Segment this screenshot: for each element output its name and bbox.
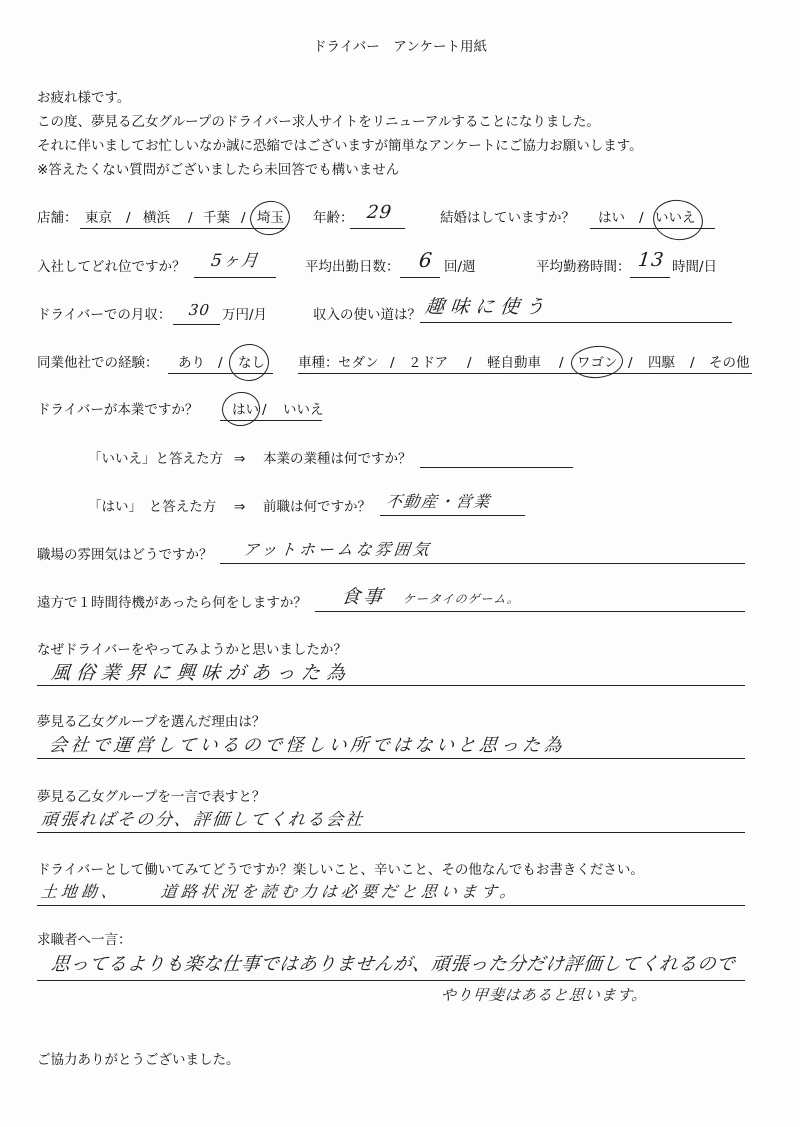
car-option-sedan: セダン — [338, 355, 379, 371]
car-option-4wd: 四駆 — [648, 355, 675, 371]
message-answer-line — [37, 980, 745, 981]
income-underline — [173, 324, 220, 325]
married-option-no: いいえ — [655, 210, 696, 226]
impression-answer-line — [37, 905, 745, 906]
work-days-label: 平均出勤日数： — [305, 259, 400, 275]
car-type-label: 車種： — [298, 355, 339, 371]
work-days-underline — [400, 277, 440, 278]
option-separator: / — [241, 210, 246, 226]
income-answer: 30 — [187, 301, 211, 319]
work-hours-label: 平均勤務時間： — [536, 259, 631, 275]
if-no-question: 本業の業種は何ですか？ — [263, 451, 412, 467]
married-option-yes: はい — [598, 210, 625, 226]
age-answer: 29 — [365, 202, 394, 223]
one-word-answer-line — [37, 832, 745, 833]
if-yes-underline — [380, 515, 525, 516]
age-label: 年齢： — [313, 210, 354, 226]
option-separator: / — [126, 210, 131, 226]
tenure-label: 入社してどれ位ですか？ — [37, 259, 186, 275]
one-word-question: 夢見る乙女グループを一言で表すと？ — [37, 789, 266, 805]
intro-line: それに伴いましてお忙しいなか誠に恐縮ではございますが簡単なアンケートにご協力お願いします。 — [37, 138, 643, 154]
experience-underline — [168, 373, 273, 374]
closing-text: ご協力ありがとうございました。 — [37, 1052, 240, 1068]
atmosphere-question: 職場の雰囲気はどうですか？ — [37, 547, 213, 563]
option-separator: / — [262, 402, 267, 418]
store-label: 店舗： — [37, 210, 78, 226]
work-hours-underline — [630, 277, 670, 278]
message-label: 求職者へ一言： — [37, 932, 132, 948]
tenure-answer: 5ヶ月 — [209, 251, 260, 271]
if-no-underline — [420, 467, 573, 468]
married-underline — [590, 228, 715, 229]
income-label: ドライバーでの月収： — [37, 307, 172, 323]
waiting-underline — [315, 611, 745, 612]
store-selection-circle — [247, 198, 292, 238]
car-option-wagon: ワゴン — [577, 355, 618, 371]
experience-option-yes: あり — [178, 355, 205, 371]
message-answer-line1: 思ってるよりも楽な仕事ではありませんが、頑張った分だけ評価してくれるので — [50, 954, 737, 975]
store-option-yokohama: 横浜 — [143, 210, 170, 226]
impression-question: ドライバーとして働いてみてどうですか？楽しいこと、辛いこと、その他なんでもお書きください。 — [37, 862, 644, 878]
option-separator: / — [559, 355, 564, 371]
intro-line: お疲れ様です。 — [37, 90, 131, 106]
income-usage-label: 収入の使い道は？ — [313, 307, 421, 323]
store-option-chiba: 千葉 — [203, 210, 230, 226]
intro-line: この度、夢見る乙女グループのドライバー求人サイトをリニューアルすることになりました。 — [37, 114, 600, 130]
option-separator: / — [188, 210, 193, 226]
store-option-saitama: 埼玉 — [257, 210, 284, 226]
age-underline — [350, 228, 405, 229]
form-title: ドライバー アンケート用紙 — [312, 39, 487, 55]
if-no-condition: 「いいえ」と答えた方 — [88, 451, 223, 467]
main-job-selection-circle — [220, 390, 262, 429]
married-selection-circle — [650, 197, 705, 244]
if-yes-question: 前職は何ですか？ — [263, 499, 371, 515]
arrow-icon: ⇒ — [234, 451, 246, 467]
one-word-answer: 頑張ればその分、評価してくれる会社 — [39, 810, 366, 830]
store-option-tokyo: 東京 — [85, 210, 112, 226]
previous-job-answer: 不動産・営業 — [384, 492, 492, 511]
main-job-underline — [220, 420, 322, 421]
car-option-other: その他 — [709, 355, 750, 371]
married-label: 結婚はしていますか？ — [440, 210, 575, 226]
car-selection-circle — [570, 344, 624, 380]
impression-answer-part1: 土地勘、 — [39, 882, 122, 901]
atmosphere-answer: アットホームな雰囲気 — [241, 540, 433, 559]
work-hours-answer: 13 — [636, 249, 666, 271]
car-option-kei: 軽自動車 — [487, 355, 541, 371]
work-hours-unit: 時間/日 — [672, 259, 718, 275]
option-separator: / — [690, 355, 695, 371]
work-days-answer: 6 — [417, 248, 434, 272]
option-separator: / — [628, 355, 633, 371]
main-job-option-yes: はい — [232, 402, 259, 418]
option-separator: / — [467, 355, 472, 371]
experience-selection-circle — [227, 342, 271, 383]
why-answer: 風俗業界に興味があった為 — [49, 662, 353, 684]
income-usage-underline — [420, 322, 732, 323]
car-type-underline — [298, 373, 752, 374]
reason-question: 夢見る乙女グループを選んだ理由は？ — [37, 714, 266, 730]
waiting-answer-meal: 食事 — [339, 586, 387, 608]
experience-option-no: なし — [238, 355, 265, 371]
option-separator: / — [218, 355, 223, 371]
income-unit: 万円/月 — [222, 307, 268, 323]
waiting-answer-game: ケータイのゲーム。 — [402, 592, 521, 606]
work-days-unit: 回/週 — [444, 259, 476, 275]
arrow-icon: ⇒ — [234, 499, 246, 515]
reason-answer: 会社で運営しているので怪しい所ではないと思った為 — [47, 735, 567, 756]
atmosphere-underline — [220, 563, 745, 564]
if-yes-condition: 「はい」 と答えた方 — [88, 499, 217, 515]
store-underline — [80, 228, 285, 229]
why-answer-line — [37, 685, 745, 686]
main-job-label: ドライバーが本業ですか？ — [37, 402, 199, 418]
impression-answer-part2: 道路状況を読む力は必要だと思います。 — [159, 882, 521, 901]
option-separator: / — [639, 210, 644, 226]
intro-line: ※答えたくない質問がございましたら未回答でも構いません — [37, 162, 400, 178]
car-option-two-door: ２ドア — [408, 355, 449, 371]
main-job-option-no: いいえ — [283, 402, 324, 418]
income-usage-answer: 趣味に使う — [423, 296, 552, 318]
reason-answer-line — [37, 758, 745, 759]
why-question: なぜドライバーをやってみようかと思いましたか？ — [37, 642, 347, 658]
tenure-underline — [194, 277, 276, 278]
experience-label: 同業他社での経験： — [37, 355, 159, 371]
message-answer-line2: やり甲斐はあると思います。 — [439, 986, 649, 1004]
option-separator: / — [390, 355, 395, 371]
waiting-question: 遠方で１時間待機があったら何をしますか？ — [37, 595, 307, 611]
